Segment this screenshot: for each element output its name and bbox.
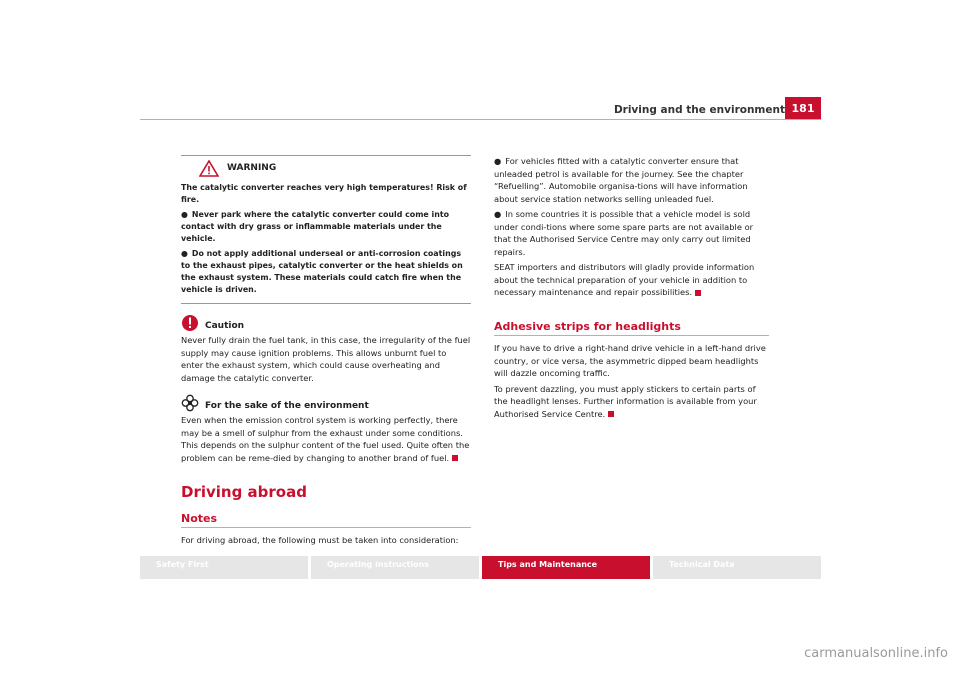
subsection-title-notes: Notes (181, 513, 471, 529)
end-of-section-icon (452, 455, 458, 461)
warning-heading (199, 160, 471, 177)
section-title-driving-abroad: Driving abroad (181, 483, 307, 501)
bullet-icon: ● (494, 209, 502, 219)
bullet-icon: ● (181, 249, 188, 258)
bullet-icon: ● (494, 156, 502, 166)
seat-info-text (494, 261, 769, 299)
warning-bullet-text: Do not apply additional underseal or anti-corrosion coatings to the exhaust pipes, catalytic converter or the heat shields on the exhaust system. These materials could catch fire when the vehicle is driven. (181, 249, 463, 294)
page-header-title: Driving and the environment (613, 104, 785, 116)
watermark: carmanualsonline.info (804, 646, 948, 661)
caution-text: Never fully drain the fuel tank, in this case, the irregularity of the fuel supply may cause ignition problems. This allows unburnt fuel to enter the exhaust system, which could cause overheating and damage the catalytic converter. (181, 335, 471, 383)
headlights-text-body: To prevent dazzling, you must apply stickers to certain parts of the headlight lenses. Further information is available from your Authorised Service Centre. (494, 383, 757, 419)
warning-triangle-icon (199, 160, 219, 177)
warning-title: WARNING (227, 163, 277, 174)
list-item-text: In some countries it is possible that a vehicle model is sold under condi-tions where some spare parts are not available or that the Authorised Service Centre may only carry out limited repairs. (494, 209, 754, 257)
caution-title: Caution (205, 320, 245, 331)
list-item-text: For vehicles fitted with a catalytic converter ensure that unleaded petrol is available for the journey. See the chapter “Refuelling”. Automobile organisa-tions will have information about service station networks selling unleaded fuel. (494, 156, 748, 204)
page-number: 181 (785, 97, 821, 119)
subsection-title-headlights: Adhesive strips for headlights (494, 321, 769, 337)
environment-title: For the sake of the environment (205, 400, 369, 411)
headlights-text: If you have to drive a right-hand drive vehicle in a left-hand drive country, or vice versa, the asymmetric dipped beam headlights will dazzle oncoming traffic. (494, 343, 766, 378)
right-column (494, 155, 769, 423)
flower-icon (181, 394, 199, 412)
end-of-section-icon (608, 411, 614, 417)
warning-box (181, 155, 471, 304)
environment-text (181, 414, 471, 464)
bullet-icon: ● (181, 210, 188, 219)
left-column (181, 155, 471, 550)
notes-text: For driving abroad, the following must be taken into consideration: (181, 535, 459, 545)
warning-bullet (181, 209, 471, 245)
end-of-section-icon (695, 290, 701, 296)
warning-bullet (181, 248, 471, 296)
headlights-text (494, 383, 769, 421)
warning-bullet-text: Never park where the catalytic converter could come into contact with dry grass or inflammable materials under the vehicle. (181, 210, 450, 243)
header-divider (140, 119, 821, 120)
list-item (494, 155, 769, 205)
environment-text-body: Even when the emission control system is working perfectly, there may be a smell of sulphur from the exhaust under some conditions. This depends on the sulphur content of the fuel used. Quite often the problem can be reme-died by changing to another brand of fuel. (181, 415, 470, 463)
footer-tab-safety-first[interactable]: Safety First (140, 556, 308, 579)
environment-heading (181, 394, 471, 412)
caution-icon (181, 314, 199, 332)
list-item (494, 208, 769, 258)
seat-info-body: SEAT importers and distributors will gladly provide information about the technical preparation of your vehicle in addition to necessary maintenance and repair possibilities. (494, 262, 755, 297)
footer-nav (140, 556, 821, 579)
footer-tab-tips-and-maintenance[interactable]: Tips and Maintenance (482, 556, 650, 579)
footer-tab-technical-data[interactable]: Technical Data (653, 556, 821, 579)
caution-heading (181, 314, 471, 332)
footer-tab-operating-instructions[interactable]: Operating instructions (311, 556, 479, 579)
warning-line: The catalytic converter reaches very high temperatures! Risk of fire. (181, 183, 467, 204)
